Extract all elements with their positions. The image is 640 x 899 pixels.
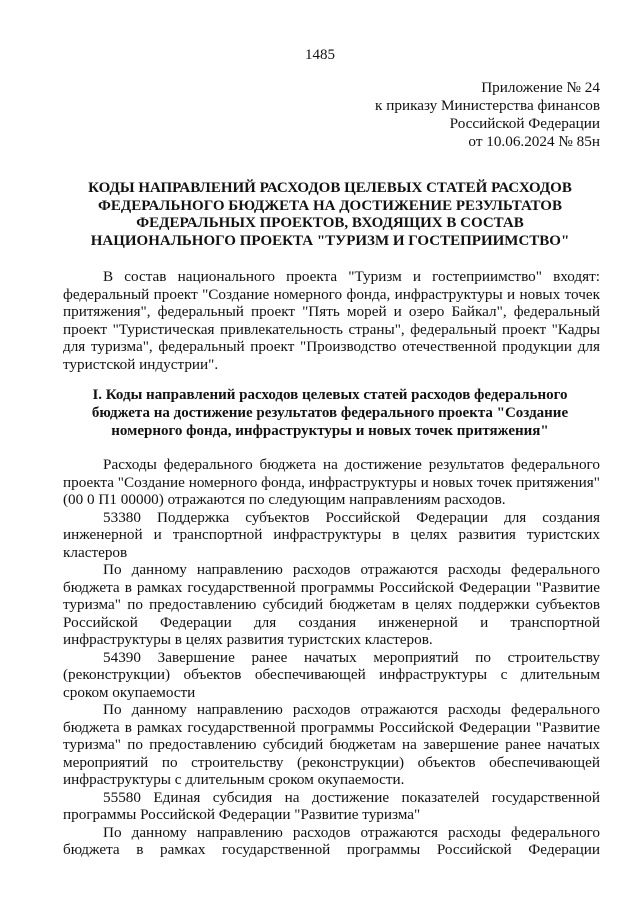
paragraph: 53380 Поддержка субъектов Российской Федерации для создания инженерной и транспортной инфраструктуры в целях развития туристских кластеров	[63, 508, 600, 561]
intro-block	[63, 268, 600, 373]
paragraph: 54390 Завершение ранее начатых мероприятий по строительству (реконструкции) объектов обеспечивающей инфраструктуры с длительным сроком окупаемости	[63, 648, 600, 701]
page-number: 1485	[305, 47, 335, 63]
document-title: КОДЫ НАПРАВЛЕНИЙ РАСХОДОВ ЦЕЛЕВЫХ СТАТЕЙ РАСХОДОВ ФЕДЕРАЛЬНОГО БЮДЖЕТА НА ДОСТИЖЕНИЕ РЕЗУЛЬТАТОВ ФЕДЕРАЛЬНЫХ ПРОЕКТОВ, ВХОДЯЩИХ В СОСТАВ НАЦИОНАЛЬНОГО ПРОЕКТА "ТУРИЗМ И ГОСТЕПРИИМСТВО"	[88, 180, 572, 249]
paragraph: По данному направлению расходов отражаются расходы федерального бюджета в рамках государственной программы Российской Федерации "Развитие туризма" по предоставлению субсидий бюджетам в целях поддержки субъектов Российской Федерации для создания инженерной и транспортной инфраструктуры в целях развития туристских кластеров.	[63, 561, 600, 648]
appendix-line: Приложение № 24	[481, 79, 600, 96]
appendix-line: от 10.06.2024 № 85н	[468, 133, 600, 150]
section-title: I. Коды направлений расходов целевых статей расходов федерального бюджета на достижение результатов федерального проекта "Создание номерного фонда, инфраструктуры и новых точек притяжения"	[91, 387, 569, 439]
paragraph: По данному направлению расходов отражаются расходы федерального бюджета в рамках государственной программы Российской Федерации "Развитие туризма" по предоставлению субсидий бюджетам на завершение ранее начатых мероприятий по строительству (реконструкции) объектов обеспечивающей инфраструктуры с длительным сроком окупаемости.	[63, 701, 600, 788]
paragraph: 55580 Единая субсидия на достижение показателей государственной программы Российской Федерации "Развитие туризма"	[63, 788, 600, 823]
paragraph: По данному направлению расходов отражаются расходы федерального бюджета в рамках государственной программы Российской Федерации	[63, 823, 600, 858]
section-body	[63, 456, 600, 859]
appendix-line: к приказу Министерства финансов	[375, 97, 600, 114]
paragraph: Расходы федерального бюджета на достижение результатов федерального проекта "Создание номерного фонда, инфраструктуры и новых точек притяжения" (00 0 П1 00000) отражаются по следующим направлениям расходов.	[63, 456, 600, 508]
appendix-header	[375, 79, 600, 151]
intro-paragraph: В состав национального проекта "Туризм и гостеприимство" входят: федеральный проект "Создание номерного фонда, инфраструктуры и новых точек притяжения", федеральный проект "Пять морей и озеро Байкал", федеральный проект "Туристическая привлекательность страны", федеральный проект "Кадры для туризма", федеральный проект "Производство отечественной продукции для туристской индустрии".	[63, 268, 600, 373]
appendix-line: Российской Федерации	[449, 115, 600, 132]
